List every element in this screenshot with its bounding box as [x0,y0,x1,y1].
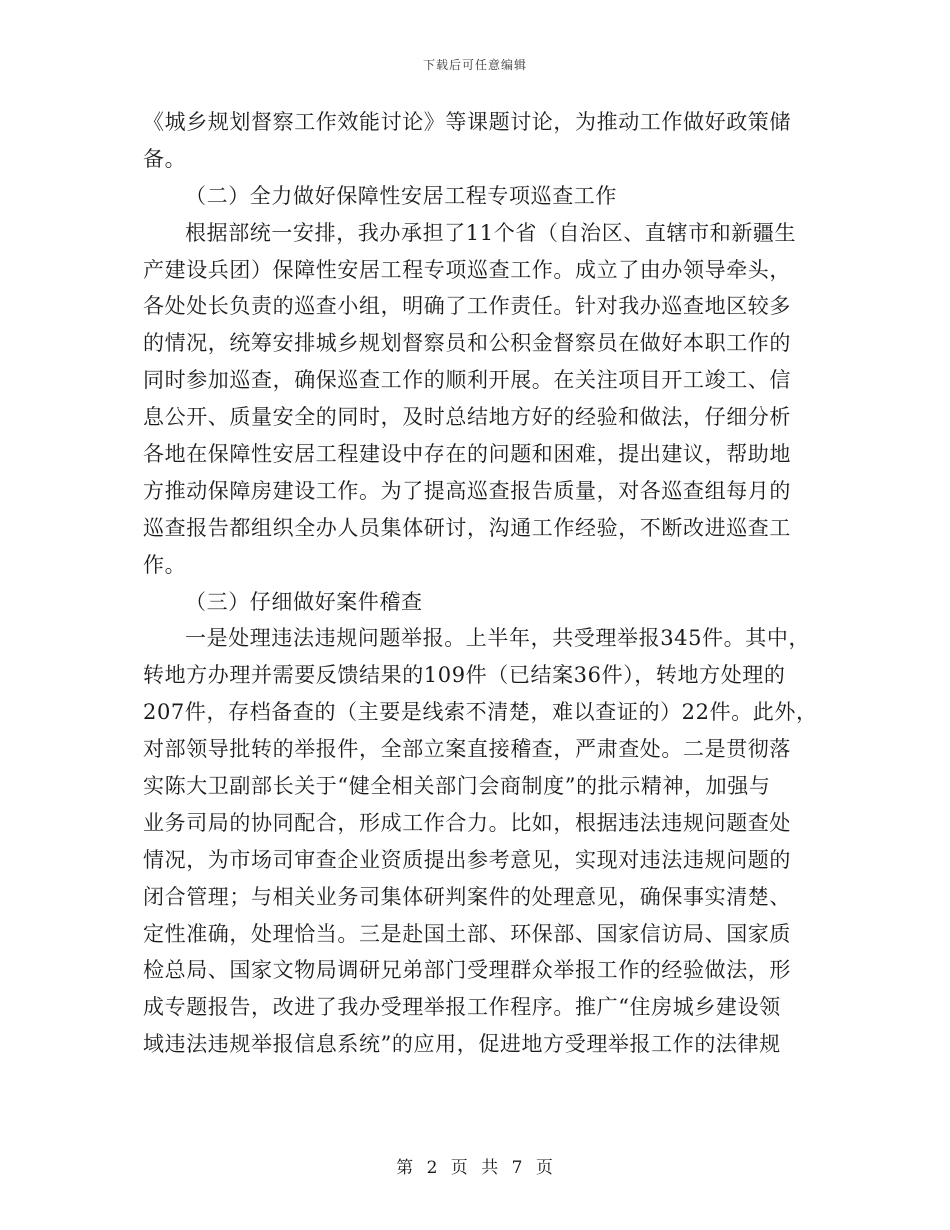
body-line: 《城乡规划督察工作效能讨论》等课题讨论，为推动工作做好政策储 [143,110,791,134]
body-line: 产建设兵团）保障性安居工程专项巡查工作。成立了由办领导牵头， [143,257,791,282]
body-line: 业务司局的协同配合，形成工作合力。比如，根据违法违规问题查处 [143,810,791,835]
body-line: 闭合管理；与相关业务司集体研判案件的处理意见，确保事实清楚、 [143,884,791,909]
body-line: 息公开、质量安全的同时，及时总结地方好的经验和做法，仔细分析 [143,405,791,430]
page-number-footer: 第 2 页 共 7 页 [396,1158,554,1178]
body-line: 作。 [143,552,187,577]
document-body [143,104,818,1063]
page-header: 下载后可任意编辑 [422,58,527,72]
body-line: 实陈大卫副部长关于“健全相关部门会商制度”的批示精神，加强与 [143,774,771,799]
paragraph-start: 一是处理违法违规问题举报。上半年，共受理举报345件。其中， [185,626,811,651]
body-line: 各地在保障性安居工程建设中存在的问题和困难，提出建议，帮助地 [143,442,791,467]
body-line: 情况，为市场司审查企业资质提出参考意见，实现对违法违规问题的 [143,847,791,872]
body-line: 207件，存档备查的（主要是线索不清楚，难以查证的）22件。此外， [143,700,818,725]
body-line: 各处处长负责的巡查小组，明确了工作责任。针对我办巡查地区较多 [143,294,791,319]
section-heading: （二）全力做好保障性安居工程专项巡查工作 [185,183,617,208]
body-line: 同时参加巡查，确保巡查工作的顺利开展。在关注项目开工竣工、信 [143,368,791,393]
body-line: 的情况，统筹安排城乡规划督察员和公积金督察员在做好本职工作的 [143,331,791,356]
body-line: 域违法违规举报信息系统”的应用，促进地方受理举报工作的法律规 [143,1032,781,1057]
body-line: 巡查报告都组织全办人员集体研讨，沟通工作经验，不断改进巡查工 [143,515,791,540]
body-line: 检总局、国家文物局调研兄弟部门受理群众举报工作的经验做法，形 [143,958,791,983]
body-line: 方推动保障房建设工作。为了提高巡查报告质量，对各巡查组每月的 [143,478,791,503]
body-line: 定性准确，处理恰当。三是赴国土部、环保部、国家信访局、国家质 [143,921,791,946]
paragraph-start: 根据部统一安排，我办承担了11个省（自治区、直辖市和新疆生 [185,220,797,245]
body-line: 成专题报告，改进了我办受理举报工作程序。推广“住房城乡建设领 [143,995,781,1020]
section-heading: （三）仔细做好案件稽查 [185,589,423,614]
body-line: 转地方办理并需要反馈结果的109件（已结案36件），转地方处理的 [143,663,786,688]
body-line: 备。 [143,146,187,171]
body-line: 对部领导批转的举报件，全部立案直接稽查，严肃查处。二是贯彻落 [143,737,791,762]
